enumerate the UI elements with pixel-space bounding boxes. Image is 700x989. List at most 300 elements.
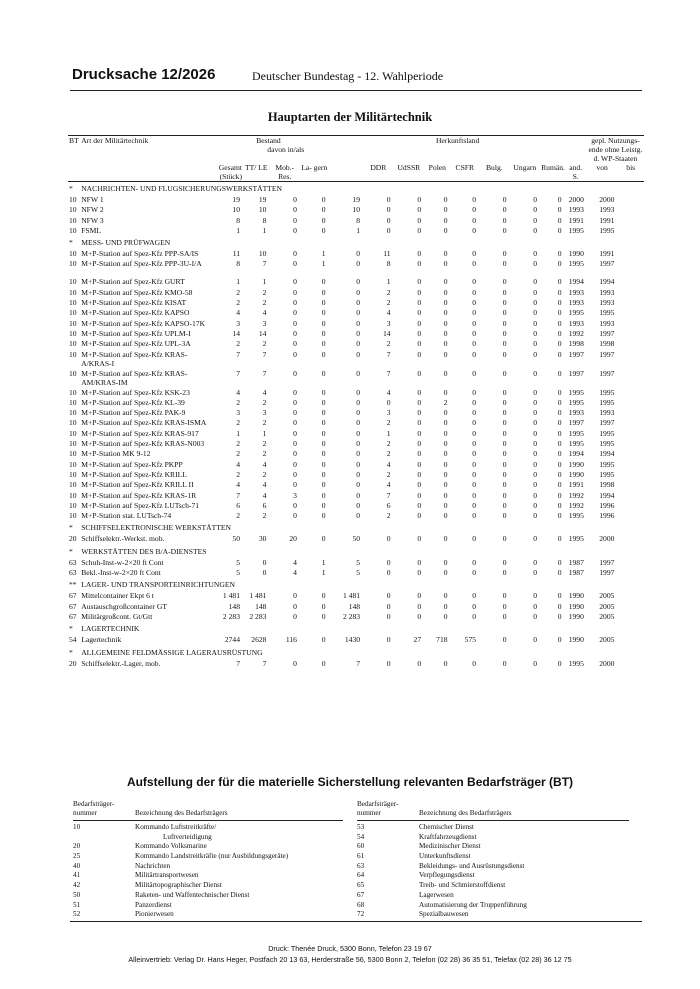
cell-bt: 10 xyxy=(69,225,77,235)
distribution-line: Alleinvertrieb: Verlag Dr. Hans Heger, Postfach 20 13 63, Herderstraße 56, 5300 Bonn 2, Telefon (02 28) 36 35 51, Telefax (02 28) 36 12 75 xyxy=(128,955,572,964)
cell-bis: 1997 xyxy=(599,557,615,567)
cell-bulg: 0 xyxy=(472,511,477,521)
cell-bis: 1998 xyxy=(599,339,615,349)
cell-bis: 1991 xyxy=(599,249,615,259)
cell-name: Schuh-Inst-w-2×20 ft Cont xyxy=(81,557,164,567)
cell-bis: 1997 xyxy=(599,328,615,338)
cell-ttle: 10 xyxy=(258,205,267,215)
cell-csfr: 0 xyxy=(443,387,448,397)
cell-von: 1995 xyxy=(568,534,584,544)
cell-gesamt: 7 xyxy=(236,368,240,378)
cell-udssr: 0 xyxy=(386,568,391,578)
bt-description: Militärtopographischer Dienst xyxy=(135,881,222,890)
cell-polen: 0 xyxy=(417,318,422,328)
cell-udssr: 8 xyxy=(386,259,391,269)
cell-ttle: 2 xyxy=(262,511,267,521)
cell-ttle: 2 xyxy=(262,469,267,479)
cell-bt: 10 xyxy=(69,205,77,215)
cell-ttle: 10 xyxy=(258,249,267,259)
cell-ands: 0 xyxy=(557,428,562,438)
col-bis: bis xyxy=(626,163,636,172)
cell-bulg: 0 xyxy=(472,215,477,225)
cell-von: 1995 xyxy=(568,428,584,438)
group-marker: * xyxy=(69,184,73,193)
cell-udssr: 4 xyxy=(386,480,391,490)
cell-ttle: 1 xyxy=(262,277,267,287)
cell-ands: 0 xyxy=(557,277,562,287)
cell-ruman: 0 xyxy=(533,249,538,259)
cell-bt: 10 xyxy=(69,287,77,297)
cell-bis: 2005 xyxy=(599,611,615,621)
bt-entry xyxy=(357,823,629,833)
cell-udssr: 0 xyxy=(386,635,391,645)
cell-bis: 1994 xyxy=(599,490,615,500)
cell-udssr: 0 xyxy=(386,534,391,544)
cell-bis: 1994 xyxy=(599,449,615,459)
cell-bt: 10 xyxy=(69,459,77,469)
cell-mob: 0 xyxy=(293,328,297,338)
cell-bis: 1995 xyxy=(599,387,615,397)
cell-name: M+P-Station auf Spez-Kfz KMO-58 xyxy=(81,287,193,297)
cell-csfr: 0 xyxy=(443,368,448,378)
cell-polen: 0 xyxy=(417,215,422,225)
cell-ruman: 0 xyxy=(533,511,538,521)
bt-entry xyxy=(73,862,343,872)
cell-ands: 0 xyxy=(557,534,562,544)
cell-mob: 0 xyxy=(293,298,297,308)
cell-von: 1992 xyxy=(568,500,584,510)
cell-name: M+P-Station auf Spez-Kfz KRAS-ISMA xyxy=(81,418,207,428)
cell-ungarn: 0 xyxy=(502,418,507,428)
cell-ungarn: 0 xyxy=(502,339,507,349)
cell-ruman: 0 xyxy=(533,397,538,407)
cell-ttle: 19 xyxy=(258,195,267,204)
table-row xyxy=(68,591,644,601)
cell-name: M+P-Station auf Spez-Kfz KRILL xyxy=(81,469,187,479)
cell-polen: 0 xyxy=(417,328,422,338)
cell-ungarn: 0 xyxy=(502,308,507,318)
cell-bt: 10 xyxy=(69,469,77,479)
group-title: LAGERTECHNIK xyxy=(81,624,140,634)
col-polen: Polen xyxy=(428,163,446,172)
bt-description: Medizinischer Dienst xyxy=(419,842,481,851)
cell-udssr: 7 xyxy=(386,349,391,359)
bt-number: 51 xyxy=(73,900,81,909)
cell-lag: 0 xyxy=(321,439,326,449)
cell-lag: 0 xyxy=(321,658,326,668)
cell-ruman: 0 xyxy=(533,215,538,225)
cell-polen: 0 xyxy=(417,298,422,308)
cell-lag: 0 xyxy=(321,225,326,235)
cell-bis: 2000 xyxy=(599,658,615,668)
col-nutzung: gepl. Nutzungs- ende ohne Leistg. d. WP-Staaten xyxy=(588,136,643,163)
cell-mob: 4 xyxy=(293,557,297,567)
cell-gesamt: 4 xyxy=(236,459,240,469)
cell-polen: 0 xyxy=(417,490,422,500)
bt-number: 42 xyxy=(73,881,81,890)
cell-mob: 0 xyxy=(293,511,297,521)
bt-entry xyxy=(73,881,343,891)
table-row xyxy=(68,511,644,521)
table-row xyxy=(68,659,644,669)
page-header xyxy=(72,66,642,90)
cell-csfr: 0 xyxy=(443,339,448,349)
cell-csfr: 0 xyxy=(443,308,448,318)
bt-description: Spezialbauwesen xyxy=(419,910,469,919)
cell-ruman: 0 xyxy=(533,534,538,544)
table-row xyxy=(68,205,644,215)
cell-gesamt: 2 xyxy=(236,397,240,407)
cell-mob: 0 xyxy=(293,277,297,287)
bt-number: 60 xyxy=(357,842,365,851)
cell-udssr: 0 xyxy=(386,601,391,611)
cell-ruman: 0 xyxy=(533,387,538,397)
cell-von: 1998 xyxy=(568,339,584,349)
cell-bulg: 0 xyxy=(472,308,477,318)
cell-von: 1987 xyxy=(568,568,584,578)
cell-ddr: 0 xyxy=(356,368,361,378)
cell-ttle: 148 xyxy=(255,601,267,611)
cell-bulg: 0 xyxy=(472,449,477,459)
cell-lag: 0 xyxy=(321,418,326,428)
cell-bis: 1993 xyxy=(599,408,615,418)
bt-description: Nachrichten xyxy=(135,861,171,870)
cell-mob: 4 xyxy=(293,568,297,578)
table-row xyxy=(68,216,644,226)
cell-ddr: 0 xyxy=(356,439,361,449)
cell-mob: 0 xyxy=(293,397,297,407)
cell-von: 1987 xyxy=(568,557,584,567)
col-ruman: Rumän. xyxy=(541,163,565,172)
table-row xyxy=(68,259,644,277)
cell-udssr: 2 xyxy=(386,418,391,428)
cell-ungarn: 0 xyxy=(502,318,507,328)
bt-number: 64 xyxy=(357,871,365,880)
cell-ruman: 0 xyxy=(533,459,538,469)
table-row xyxy=(68,319,644,329)
cell-udssr: 1 xyxy=(386,428,391,438)
cell-udssr: 0 xyxy=(386,611,391,621)
cell-name: M+P-Station auf Spez-Kfz KRAS-917 xyxy=(81,428,199,438)
cell-gesamt: 2 xyxy=(236,439,240,449)
cell-von: 1991 xyxy=(568,480,584,490)
cell-lag: 0 xyxy=(321,339,326,349)
cell-mob: 0 xyxy=(293,500,297,510)
cell-ddr: 2 283 xyxy=(342,611,361,621)
cell-ddr: 0 xyxy=(356,500,361,510)
bt-description: Chemischer Dienst xyxy=(419,823,474,831)
cell-von: 1992 xyxy=(568,490,584,500)
cell-gesamt: 6 xyxy=(236,500,240,510)
bt-description: Verpflegungsdienst xyxy=(419,871,475,880)
cell-name: M+P-Station auf Spez-Kfz KAPSO-17K xyxy=(81,318,206,328)
cell-ruman: 0 xyxy=(533,318,538,328)
group-row xyxy=(68,578,644,591)
cell-ruman: 0 xyxy=(533,469,538,479)
cell-ands: 0 xyxy=(557,328,562,338)
col-herkunft: Herkunftsland xyxy=(435,136,480,145)
cell-ungarn: 0 xyxy=(502,591,507,601)
cell-mob: 0 xyxy=(293,439,297,449)
cell-gesamt: 2 xyxy=(236,339,240,349)
cell-udssr: 0 xyxy=(386,557,391,567)
printer-line: Druck: Thenée Druck, 5300 Bonn, Telefon 23 19 67 xyxy=(268,944,432,953)
cell-csfr: 0 xyxy=(443,658,448,668)
cell-von: 1991 xyxy=(568,215,584,225)
cell-ddr: 5 xyxy=(356,557,361,567)
cell-von: 1990 xyxy=(568,469,584,479)
cell-ddr: 8 xyxy=(356,215,361,225)
group-marker: ** xyxy=(69,580,77,590)
bt-entry xyxy=(357,833,629,843)
cell-ungarn: 0 xyxy=(502,249,507,259)
cell-ands: 0 xyxy=(557,611,562,621)
cell-ttle: 14 xyxy=(258,328,267,338)
cell-ddr: 0 xyxy=(356,259,361,269)
cell-ruman: 0 xyxy=(533,568,538,578)
cell-bulg: 0 xyxy=(472,387,477,397)
cell-gesamt: 4 xyxy=(236,480,240,490)
cell-csfr: 0 xyxy=(443,249,448,259)
cell-name: Schiffselektr.-Lager, mob. xyxy=(81,658,161,668)
table-row xyxy=(68,408,644,418)
group-row xyxy=(68,622,644,635)
cell-lag: 0 xyxy=(321,368,326,378)
cell-gesamt: 5 xyxy=(236,568,240,578)
cell-name: M+P-Station auf Spez-Kfz UPLM-I xyxy=(81,328,191,338)
cell-lag: 0 xyxy=(321,195,326,204)
bt-number: 20 xyxy=(73,842,81,851)
bt-number: 65 xyxy=(357,881,365,890)
cell-csfr: 0 xyxy=(443,439,448,449)
cell-gesamt: 8 xyxy=(236,215,240,225)
cell-gesamt: 2 xyxy=(236,511,240,521)
col-bestand: Bestand xyxy=(256,136,281,145)
cell-polen: 0 xyxy=(417,601,422,611)
group-marker: * xyxy=(69,546,73,556)
cell-name: M+P-Station auf Spez-Kfz KISAT xyxy=(81,298,187,308)
cell-name: M+P-Station auf Spez-Kfz PAK-9 xyxy=(81,408,186,418)
cell-ttle: 7 xyxy=(262,349,267,359)
cell-csfr: 0 xyxy=(443,418,448,428)
cell-bt: 20 xyxy=(69,658,77,668)
bt-number: 10 xyxy=(73,823,81,831)
cell-bt: 20 xyxy=(69,534,77,544)
cell-bulg: 0 xyxy=(472,428,477,438)
cell-lag: 0 xyxy=(321,397,326,407)
cell-bulg: 0 xyxy=(472,397,477,407)
cell-lag: 0 xyxy=(321,298,326,308)
cell-polen: 0 xyxy=(417,459,422,469)
cell-udssr: 0 xyxy=(386,225,391,235)
bt-description: Raketen- und Waffentechnischer Dienst xyxy=(135,890,250,899)
cell-bt: 10 xyxy=(69,328,77,338)
cell-bt: 67 xyxy=(69,601,77,611)
cell-ungarn: 0 xyxy=(502,287,507,297)
cell-ttle: 2 xyxy=(262,449,267,459)
cell-von: 1993 xyxy=(568,298,584,308)
cell-csfr: 0 xyxy=(443,511,448,521)
cell-ungarn: 0 xyxy=(502,611,507,621)
bt-entry xyxy=(357,842,629,852)
cell-ands: 0 xyxy=(557,469,562,479)
cell-gesamt: 2 xyxy=(236,298,240,308)
group-title: NACHRICHTEN- UND FLUGSICHERUNGSWERKSTÄTTEN xyxy=(81,184,283,193)
cell-von: 1997 xyxy=(568,368,584,378)
cell-mob: 0 xyxy=(293,418,297,428)
group-marker: * xyxy=(69,647,73,657)
cell-udssr: 7 xyxy=(386,368,391,378)
cell-name: M+P-Station auf Spez-Kfz GURT xyxy=(81,277,185,287)
cell-udssr: 11 xyxy=(383,249,391,259)
cell-gesamt: 2 xyxy=(236,418,240,428)
cell-csfr: 0 xyxy=(443,500,448,510)
cell-gesamt: 1 xyxy=(236,277,240,287)
cell-polen: 0 xyxy=(417,449,422,459)
cell-mob: 0 xyxy=(293,308,297,318)
cell-ruman: 0 xyxy=(533,277,538,287)
cell-csfr: 0 xyxy=(443,205,448,215)
cell-name: Bekl.-Inst-w-2×20 ft Cont xyxy=(81,568,161,578)
cell-csfr: 0 xyxy=(443,328,448,338)
cell-gesamt: 8 xyxy=(236,259,240,269)
cell-ands: 0 xyxy=(557,557,562,567)
table-row xyxy=(68,558,644,568)
cell-ungarn: 0 xyxy=(502,225,507,235)
cell-polen: 0 xyxy=(417,418,422,428)
cell-bulg: 0 xyxy=(472,557,477,567)
cell-ands: 0 xyxy=(557,449,562,459)
table-row xyxy=(68,369,644,388)
cell-ungarn: 0 xyxy=(502,557,507,567)
cell-name: M+P-Station auf Spez-Kfz KL-39 xyxy=(81,397,185,407)
cell-ungarn: 0 xyxy=(502,215,507,225)
cell-ruman: 0 xyxy=(533,349,538,359)
cell-bis: 1996 xyxy=(599,511,615,521)
cell-ttle: 7 xyxy=(262,658,267,668)
cell-ddr: 148 xyxy=(348,601,361,611)
cell-ttle: 4 xyxy=(262,459,267,469)
bt-entry xyxy=(73,910,343,920)
cell-bis: 1993 xyxy=(599,318,615,328)
cell-udssr: 3 xyxy=(386,408,391,418)
cell-csfr: 0 xyxy=(443,459,448,469)
group-row xyxy=(68,182,644,196)
cell-mob: 0 xyxy=(293,469,297,479)
cell-ruman: 0 xyxy=(533,658,538,668)
col-ands: and. S. xyxy=(569,163,583,181)
cell-von: 1997 xyxy=(568,349,584,359)
cell-bis: 1996 xyxy=(599,500,615,510)
cell-ungarn: 0 xyxy=(502,277,507,287)
col-ttle: TT/ LE xyxy=(244,163,268,172)
cell-udssr: 0 xyxy=(386,658,391,668)
cell-polen: 0 xyxy=(417,428,422,438)
cell-ruman: 0 xyxy=(533,205,538,215)
cell-ands: 0 xyxy=(557,658,562,668)
bt-number: 25 xyxy=(73,852,81,861)
cell-ands: 0 xyxy=(557,568,562,578)
cell-lag: 0 xyxy=(321,449,326,459)
cell-name: M+P-Station auf Spez-Kfz KAPSO xyxy=(81,308,190,318)
cell-ungarn: 0 xyxy=(502,387,507,397)
cell-ddr: 0 xyxy=(356,511,361,521)
col-ddr: DDR xyxy=(370,163,387,172)
cell-mob: 0 xyxy=(293,601,297,611)
cell-polen: 27 xyxy=(413,635,422,645)
cell-csfr: 0 xyxy=(443,259,448,269)
table-row xyxy=(68,195,644,205)
cell-name: Schiffselektr.-Werkst. mob. xyxy=(81,534,165,544)
cell-lag: 0 xyxy=(321,318,326,328)
col-ungarn: Ungarn xyxy=(513,163,537,172)
table-row xyxy=(68,534,644,544)
cell-ruman: 0 xyxy=(533,557,538,567)
group-row xyxy=(68,521,644,534)
cell-polen: 0 xyxy=(417,511,422,521)
cell-name: M+P-Station auf Spez-Kfz LUTsch-71 xyxy=(81,500,200,510)
group-title: WERKSTÄTTEN DES B/A-DIENSTES xyxy=(81,546,207,556)
cell-von: 1997 xyxy=(568,418,584,428)
cell-polen: 0 xyxy=(417,225,422,235)
cell-bt: 10 xyxy=(69,195,77,204)
cell-csfr: 0 xyxy=(443,591,448,601)
cell-ddr: 0 xyxy=(356,328,361,338)
col-von: von xyxy=(596,163,608,172)
cell-name: M+P-Station auf Spez-Kfz KRILL II xyxy=(81,480,194,490)
cell-ttle: 4 xyxy=(262,387,267,397)
cell-ddr: 0 xyxy=(356,287,361,297)
military-equipment-table xyxy=(68,135,644,669)
table-row xyxy=(68,298,644,308)
cell-ungarn: 0 xyxy=(502,534,507,544)
cell-gesamt: 2 xyxy=(236,449,240,459)
table-row xyxy=(68,480,644,490)
cell-csfr: 2 xyxy=(443,397,448,407)
cell-von: 1994 xyxy=(568,449,584,459)
cell-ttle: 2 xyxy=(262,418,267,428)
cell-ddr: 0 xyxy=(356,318,361,328)
cell-ttle: 0 xyxy=(262,568,267,578)
table-row xyxy=(68,277,644,287)
cell-ands: 0 xyxy=(557,249,562,259)
cell-bis: 2005 xyxy=(599,591,615,601)
cell-bulg: 0 xyxy=(472,439,477,449)
cell-gesamt: 2744 xyxy=(224,635,240,645)
cell-lag: 0 xyxy=(321,601,326,611)
col-gesamt: Gesamt (Stück) xyxy=(218,163,242,181)
cell-bis: 1997 xyxy=(599,368,615,378)
cell-ddr: 0 xyxy=(356,459,361,469)
bt-number: 50 xyxy=(73,890,81,899)
cell-ddr: 1430 xyxy=(344,635,361,645)
cell-ruman: 0 xyxy=(533,428,538,438)
cell-bt: 10 xyxy=(69,318,77,328)
cell-gesamt: 2 xyxy=(236,469,240,479)
cell-bulg: 0 xyxy=(472,459,477,469)
cell-mob: 0 xyxy=(293,387,297,397)
table-row xyxy=(68,635,644,645)
cell-bulg: 0 xyxy=(472,534,477,544)
cell-ands: 0 xyxy=(557,387,562,397)
cell-lag: 0 xyxy=(321,611,326,621)
cell-polen: 0 xyxy=(417,387,422,397)
cell-polen: 0 xyxy=(417,439,422,449)
cell-ttle: 0 xyxy=(262,557,267,567)
cell-ruman: 0 xyxy=(533,480,538,490)
cell-polen: 0 xyxy=(417,308,422,318)
cell-ttle: 2 xyxy=(262,287,267,297)
